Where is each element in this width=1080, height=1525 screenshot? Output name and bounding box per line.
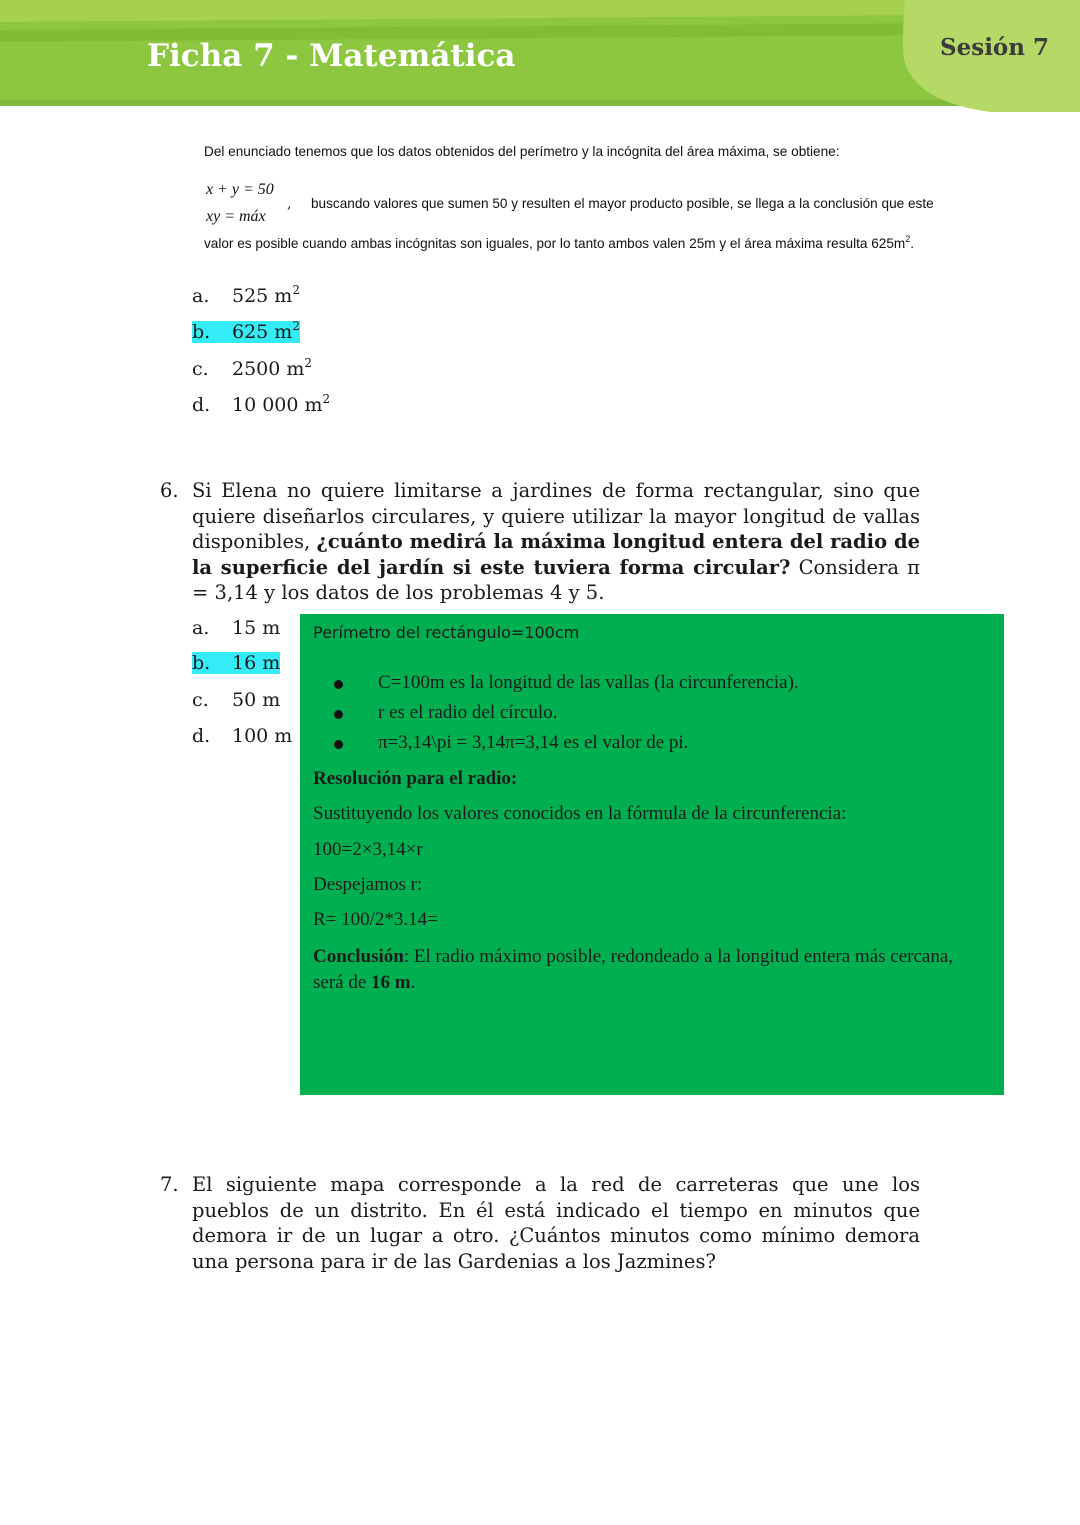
solution-box (300, 614, 1004, 1095)
solution-step-4: R= 100/2*3.14= (313, 909, 438, 930)
solution-step-2: 100=2×3,14×r (313, 839, 423, 860)
bullet-icon (334, 680, 343, 689)
solution-bullet-1: C=100m es la longitud de las vallas (la circunferencia). (378, 672, 799, 693)
q5-option-c: c. 2500 $m^2$ (192, 356, 313, 380)
q5-conclusion-line: valor es posible cuando ambas incógnitas son iguales, por lo tanto ambos valen 25m y el área máxima resulta $625m^2$. (204, 234, 915, 251)
worksheet-title: Ficha 7 - Matemática (147, 38, 516, 74)
q6-option-c: c. 50 m (192, 689, 281, 711)
bullet-icon (334, 740, 343, 749)
solution-heading: Resolución para el radio: (313, 768, 518, 789)
q6-option-a: a. 15 m (192, 617, 281, 639)
question-text: Si Elena no quiere limitarse a jardines de forma rectangular, sino que quiere diseñarlos circulares, y quiere utilizar la mayor longitud de vallas disponibles, ¿cuánto medirá la máxima longitud entera del radio de la superficie del jardín si este tuviera forma circular? Considera π = 3,14 y los datos de los problemas 4 y 5. (192, 479, 920, 604)
q5-option-a: a. 525 $m^2$ (192, 283, 300, 307)
bullet-icon (334, 710, 343, 719)
equation-sum: x + y = 50 (206, 181, 274, 198)
solution-bullet-2: r es el radio del círculo. (378, 702, 558, 723)
question-number: 6. (160, 479, 179, 502)
q5-intro: Del enunciado tenemos que los datos obtenidos del perímetro y la incógnita del área máxima, se obtiene: (204, 144, 840, 159)
question-text: El siguiente mapa corresponde a la red de carreteras que une los pueblos de un distrito. En él está indicado el tiempo en minutos que demora ir de un lugar a otro. ¿Cuántos minutos como mínimo demora una persona para ir de las Gardenias a los Jazmines? (192, 1173, 920, 1273)
solution-conclusion: Conclusión: El radio máximo posible, redondeado a la longitud entera más cercana, será de 16 m. (313, 946, 954, 993)
question-number: 7. (160, 1173, 179, 1196)
solution-bullet-3: π=3,14\pi = 3,14π=3,14 es el valor de pi. (378, 732, 689, 753)
q5-explanation-line: buscando valores que sumen 50 y resulten el mayor producto posible, se llega a la conclusión que este (311, 196, 934, 211)
equation-product: xy = máx (206, 208, 266, 225)
equation-comma: , (287, 196, 292, 212)
solution-step-1: Sustituyendo los valores conocidos en la fórmula de la circunferencia: (313, 803, 847, 824)
page-header (0, 0, 1080, 112)
q6-option-d: d. 100 m (192, 725, 293, 747)
question-7 (160, 1172, 920, 1274)
q5-option-b: b. 625 $m^2$ (192, 319, 300, 343)
session-label: Sesión 7 (940, 34, 1050, 61)
q5-option-d: d. 10 000 $m^2$ (192, 392, 331, 416)
solution-title: Perímetro del rectángulo=100cm (313, 623, 580, 642)
question-6 (160, 478, 920, 606)
solution-step-3: Despejamos r: (313, 874, 423, 895)
q6-option-b: b. 16 m (192, 652, 281, 674)
